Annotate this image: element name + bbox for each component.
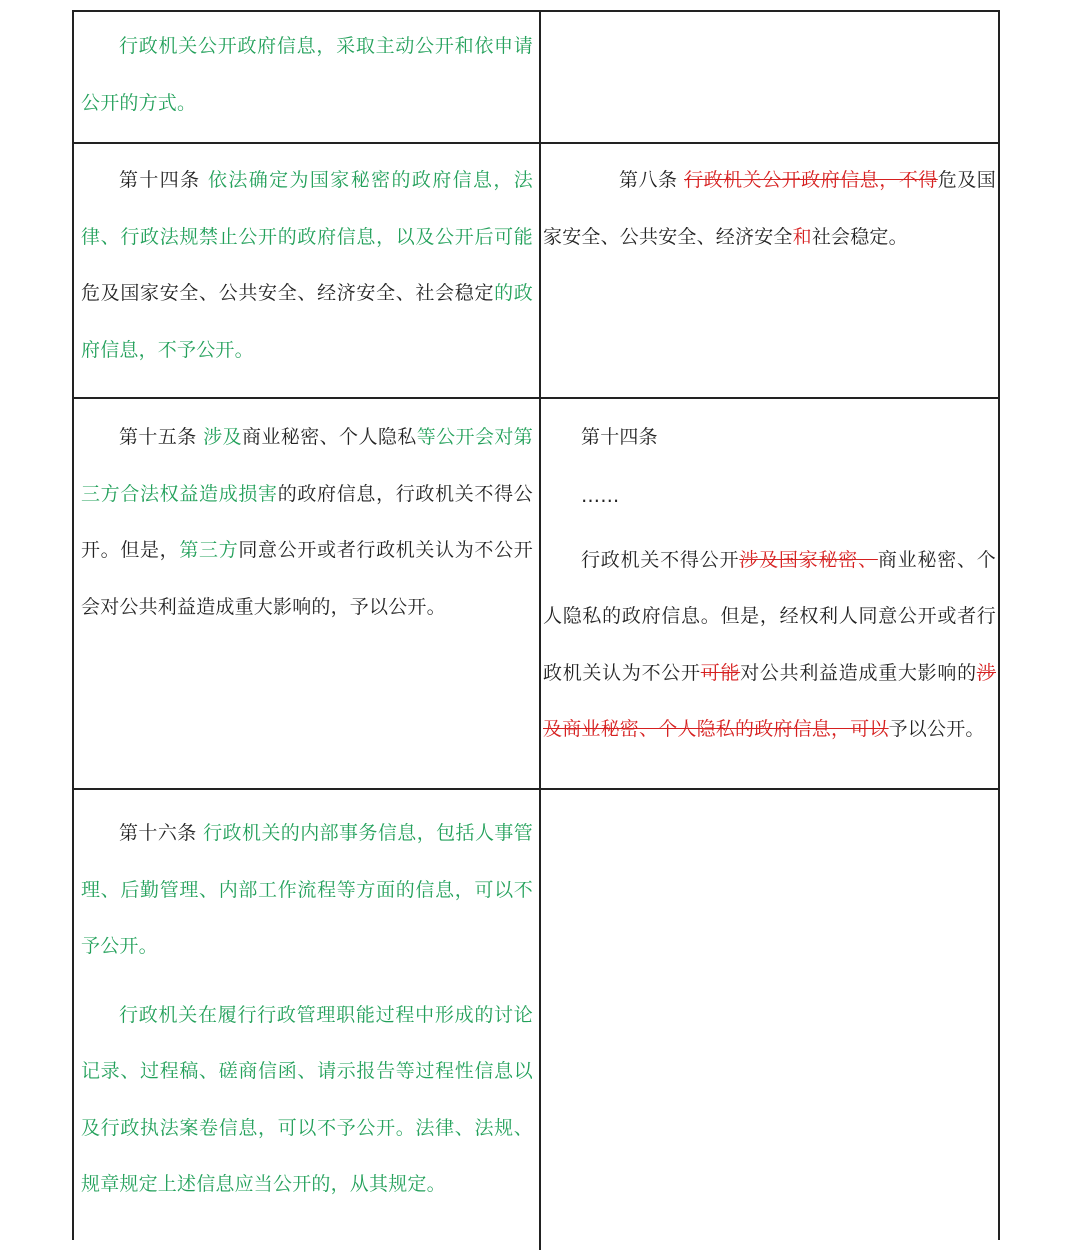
text-segment: 的政府信息，不予公开。 — [81, 282, 533, 361]
text-segment: 涉及 — [203, 426, 242, 448]
table-row — [74, 144, 998, 399]
paragraph — [543, 409, 996, 466]
deleted-text: 涉及商业秘密、个人隐私的政府信息，可以 — [543, 661, 996, 740]
article-number: 第十六条 — [119, 822, 204, 844]
paragraph — [81, 18, 533, 131]
new-regulation-cell — [74, 399, 541, 788]
text-segment: 商业秘密、个人隐私的政府信息。但是，经权利人同意公开或者行政机关认为不公开 — [543, 548, 997, 684]
paragraph — [543, 532, 996, 758]
deleted-text: 可能 — [700, 661, 741, 684]
text-segment: 等公开会对第三方合法权益造成损害 — [81, 426, 533, 505]
text-segment: 行政机关的内部事务信息，包括人事管理、后勤管理、内部工作流程等方面的信息，可以不予公开。 — [81, 822, 533, 957]
text-segment: 行政机关公开政府信息，采取主动公开和依申请公开的方式。 — [81, 35, 533, 114]
paragraph — [81, 409, 533, 635]
article-number: 第十四条 — [581, 426, 658, 448]
text-segment: 行政机关不得公开 — [581, 548, 740, 571]
paragraph — [543, 152, 996, 265]
text-segment: 予以公开。 — [888, 718, 985, 740]
table-row — [74, 12, 998, 144]
changed-text: 和 — [792, 225, 812, 248]
paragraph — [543, 466, 996, 526]
paragraph — [81, 805, 533, 975]
deleted-text: 行政机关公开政府信息，不得 — [684, 169, 938, 191]
text-segment: 商业秘密、个人隐私 — [241, 426, 417, 448]
article-number: 第十五条 — [119, 426, 204, 448]
text-segment: 社会稳定。 — [811, 225, 908, 248]
old-regulation-cell — [541, 12, 998, 142]
text-segment: 行政机关在履行行政管理职能过程中形成的讨论记录、过程稿、磋商信函、请示报告等过程性信息以及行政执法案卷信息，可以不予公开。法律、法规、规章规定上述信息应当公开的，从其规定。 — [81, 1003, 533, 1195]
text-segment: 同意公开或者行政机关认为不公开会对公共利益造成重大影响的，予以公开。 — [81, 539, 533, 618]
article-number: 第十四条 — [119, 169, 208, 191]
new-regulation-cell — [74, 12, 541, 142]
text-segment: 危及国家安全、公共安全、经济安全 — [543, 169, 996, 248]
paragraph — [81, 152, 533, 378]
new-regulation-cell — [74, 790, 541, 1250]
text-segment: 第三方 — [179, 539, 239, 561]
table-row — [74, 399, 998, 790]
deleted-text: 涉及国家秘密、 — [739, 548, 878, 571]
comparison-table — [72, 10, 1000, 1240]
paragraph — [81, 987, 533, 1213]
article-number: 第八条 — [619, 169, 685, 191]
text-segment: 依法确定为国家秘密的政府信息，法律、行政法规禁止公开的政府信息，以及公开后可能 — [81, 169, 533, 248]
text-segment: 危及国家安全、公共安全、经济安全、社会稳定 — [81, 282, 495, 304]
old-regulation-cell — [541, 399, 998, 788]
text-segment: 的政府信息，行政机关不得公开。但是， — [81, 482, 533, 561]
new-regulation-cell — [74, 144, 541, 397]
ellipsis: …… — [581, 484, 620, 507]
text-segment: 对公共利益造成重大影响的 — [740, 661, 977, 684]
table-row — [74, 790, 998, 1250]
old-regulation-cell — [541, 144, 998, 397]
old-regulation-cell — [541, 790, 998, 1250]
